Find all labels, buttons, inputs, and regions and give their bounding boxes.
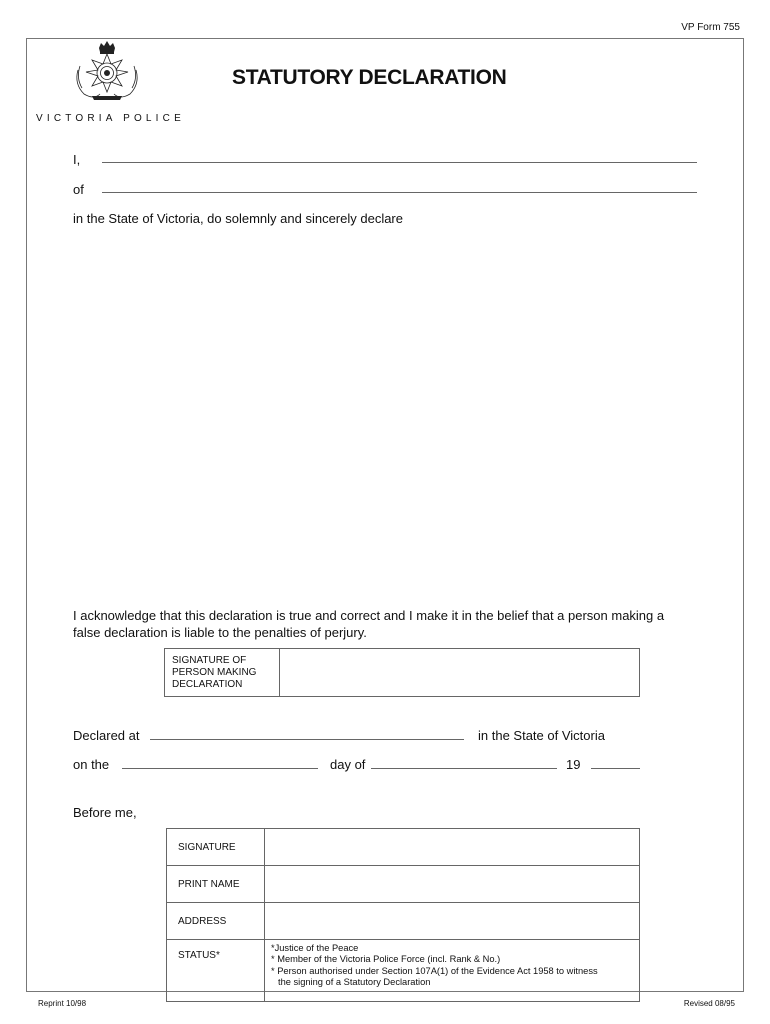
witness-signature-label: SIGNATURE — [167, 829, 265, 866]
reprint-note: Reprint 10/98 — [38, 999, 87, 1008]
organisation-name: VICTORIA POLICE — [36, 113, 185, 124]
declarant-name-field[interactable] — [102, 162, 697, 163]
month-field[interactable] — [371, 768, 557, 769]
acknowledgement-line-2: false declaration is liable to the penalties of perjury. — [73, 624, 367, 640]
year-field[interactable] — [591, 768, 640, 769]
acknowledgement-text — [73, 608, 693, 641]
state-label: in the State of Victoria — [478, 728, 605, 743]
witness-address-field[interactable] — [265, 903, 640, 940]
status-option-authorised-cont: the signing of a Statutory Declaration — [278, 977, 431, 988]
witness-print-name-field[interactable] — [265, 866, 640, 903]
status-option-police: * Member of the Victoria Police Force (incl. Rank & No.) — [271, 954, 501, 965]
year-prefix-label: 19 — [566, 757, 581, 772]
witness-signature-field[interactable] — [265, 829, 640, 866]
revised-note: Revised 08/95 — [683, 999, 735, 1008]
declaration-body-area[interactable] — [73, 232, 697, 600]
status-option-authorised: * Person authorised under Section 107A(1) of the Evidence Act 1958 to witness — [271, 965, 598, 976]
witness-address-label: ADDRESS — [167, 903, 265, 940]
witness-status-options[interactable] — [265, 940, 640, 1002]
declare-text: in the State of Victoria, do solemnly and sincerely declare — [73, 211, 403, 226]
page-title: STATUTORY DECLARATION — [232, 66, 507, 89]
on-the-label: on the — [73, 757, 110, 772]
witness-status-label: STATUS* — [167, 940, 265, 1002]
status-option-jp: *Justice of the Peace — [271, 943, 359, 953]
day-of-label: day of — [330, 757, 366, 772]
declared-at-field[interactable] — [150, 739, 464, 740]
declarant-signature-box — [164, 648, 640, 697]
i-label: I, — [73, 152, 81, 167]
of-label: of — [73, 182, 84, 197]
form-number: VP Form 755 — [681, 22, 740, 33]
declared-at-label: Declared at — [73, 728, 140, 743]
acknowledgement-line-1: I acknowledge that this declaration is true and correct and I make it in the belief that a person making a — [73, 608, 665, 623]
witness-table — [166, 828, 640, 1002]
declarant-address-field[interactable] — [102, 192, 697, 193]
before-me-label: Before me, — [73, 805, 137, 820]
declarant-signature-field[interactable] — [280, 649, 640, 697]
witness-print-name-label: PRINT NAME — [167, 866, 265, 903]
day-field[interactable] — [122, 768, 318, 769]
victoria-police-crest-icon — [70, 40, 144, 104]
declarant-signature-label: SIGNATURE OF PERSON MAKING DECLARATION — [165, 649, 280, 697]
